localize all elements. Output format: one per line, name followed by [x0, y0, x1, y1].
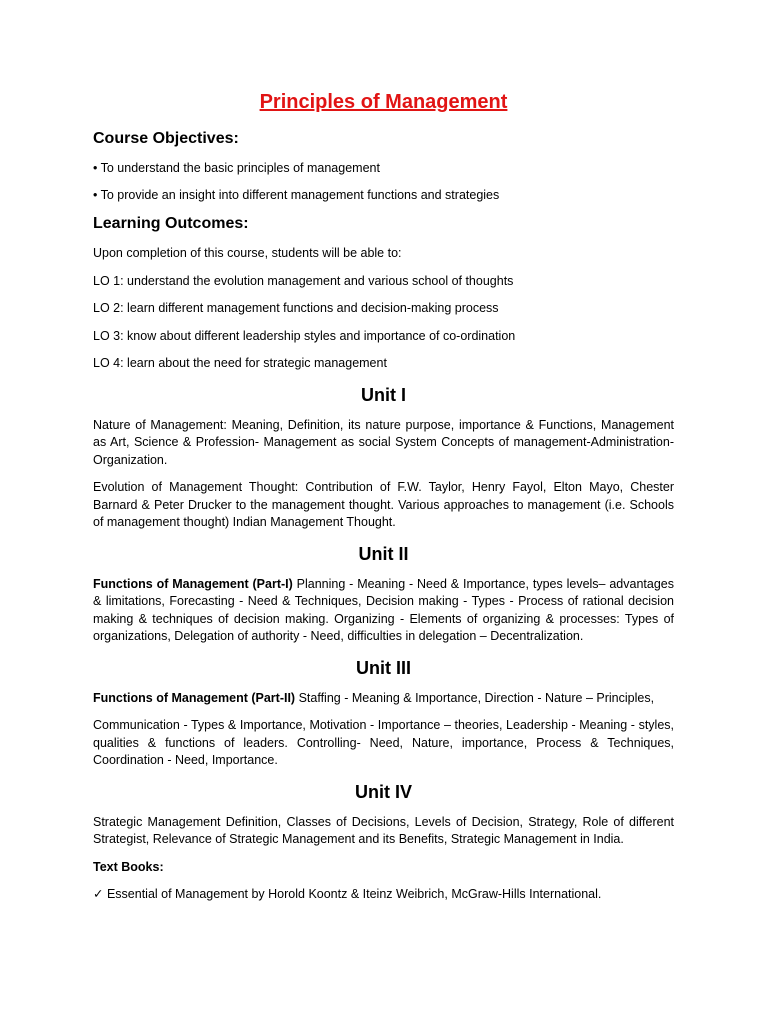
- course-objectives-heading: Course Objectives:: [93, 130, 239, 147]
- learning-outcomes-intro: Upon completion of this course, students will be able to:: [93, 246, 402, 260]
- learning-outcome-item: LO 2: learn different management functions and decision-making process: [93, 301, 499, 315]
- unit-3-text: Staffing - Meaning & Importance, Direction - Nature – Principles,: [295, 690, 655, 705]
- learning-outcome-item: LO 3: know about different leadership styles and importance of co-ordination: [93, 328, 516, 343]
- unit-3-paragraph-2: Communication - Types & Importance, Motivation - Importance – theories, Leadership - Meaning - styles, qualities & functions of leaders. Controlling- Need, Nature, importance, Process & Techniques, Coordination - Need, Importance.: [93, 718, 674, 767]
- unit-2-lead: Functions of Management (Part-I): [93, 576, 293, 591]
- unit-3-paragraph: [93, 690, 674, 708]
- unit-4-paragraph: Strategic Management Definition, Classes of Decisions, Levels of Decision, Strategy, Role of different Strategist, Relevance of Strategic Management and its Benefits, Strategic Management in India.: [93, 814, 674, 846]
- unit-4-heading: Unit IV: [355, 781, 412, 802]
- objective-item: • To provide an insight into different management functions and strategies: [93, 187, 500, 202]
- text-book-item: ✓ Essential of Management by Horold Koontz & Iteinz Weibrich, McGraw-Hills International.: [93, 887, 602, 901]
- unit-3-heading: Unit III: [356, 657, 411, 678]
- objective-item: • To understand the basic principles of management: [93, 161, 380, 175]
- learning-outcome-item: LO 1: understand the evolution management and various school of thoughts: [93, 273, 514, 288]
- unit-1-paragraph: Evolution of Management Thought: Contribution of F.W. Taylor, Henry Fayol, Elton Mayo, Chester Barnard & Peter Drucker to the management thought. Various approaches to management (i.e. Schools of management thought) Indian Management Thought.: [93, 480, 674, 529]
- syllabus-page: [93, 88, 674, 914]
- text-books-label: Text Books:: [93, 859, 164, 874]
- unit-2-text: Planning - Meaning - Need & Importance, types levels– advantages & limitations, Forecasting - Need & Techniques, Decision making - Types - Process of rational decision making & techniques of decision making. Organizing - Elements of organizing & processes: Types of organizations, Delegation of authority - Need, difficulties in delegation – Decentralization.: [93, 576, 674, 643]
- text-books-heading: [93, 859, 674, 877]
- unit-2-paragraph: [93, 576, 674, 646]
- unit-3-lead: Functions of Management (Part-II): [93, 690, 296, 705]
- unit-1-heading: Unit I: [361, 384, 406, 405]
- learning-outcome-item: LO 4: learn about the need for strategic management: [93, 356, 387, 370]
- learning-outcomes-heading: Learning Outcomes:: [93, 215, 249, 232]
- unit-2-heading: Unit II: [358, 543, 409, 564]
- page-title: Principles of Management: [259, 91, 508, 113]
- unit-1-paragraph: Nature of Management: Meaning, Definition, its nature purpose, importance & Functions, Management as Art, Science & Profession- Management as social System Concepts of management-Administration- Organization.: [93, 417, 674, 467]
